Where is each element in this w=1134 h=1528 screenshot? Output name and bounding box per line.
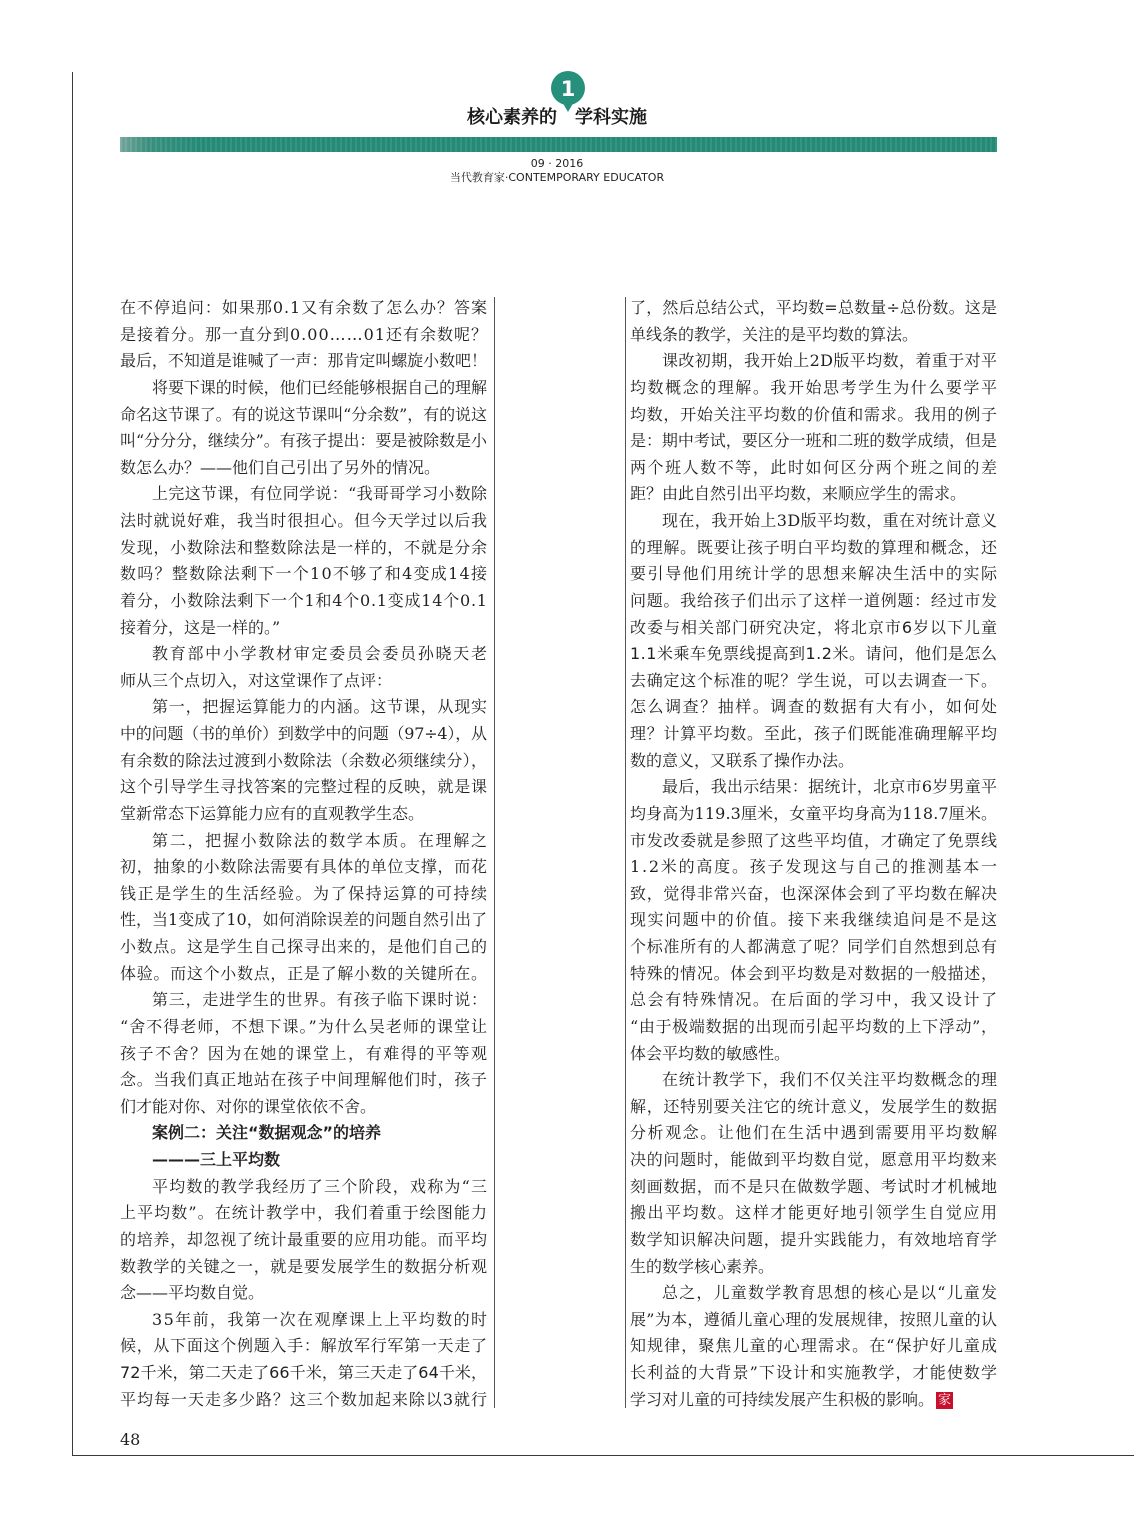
text-run: 着分，小数除法剩下一个1和4个0.1变成14个0.1: [120, 590, 488, 610]
text-line: [120, 961, 487, 988]
line-content: [120, 804, 424, 823]
text-run: 孩子不舍？因为在她的课堂上，有难得的平等观: [120, 1043, 489, 1063]
section-heading: [120, 1147, 487, 1174]
line-content: [120, 724, 487, 743]
text-line: [630, 1254, 997, 1281]
line-content: [120, 1283, 264, 1302]
text-run: 个标准所有的人都满意了呢？同学们自然想到总有: [630, 937, 998, 956]
line-content: [152, 484, 487, 503]
text-run: 问题。我给孩子们出示了这样一道例题：: [630, 590, 931, 610]
text-run: “舍不得老师，不想下课。”为什么吴老师的课堂让: [120, 1016, 489, 1036]
line-content: [630, 1203, 999, 1222]
text-run: 数教学的关键之一，就是要发展学生的数据分析观: [120, 1256, 488, 1276]
paragraph: [120, 828, 487, 988]
text-run: 上完这节课，有位同学说：“我哥哥学习小数除: [152, 484, 488, 504]
line-content: [662, 511, 997, 530]
paragraph: [630, 774, 997, 1067]
paragraph: [630, 1280, 997, 1413]
text-run: 怎么调查？抽样。调查的数据有大有小，如何处: [630, 697, 999, 717]
text-line: [630, 907, 997, 934]
text-line: [120, 1254, 487, 1281]
line-content: [120, 511, 488, 530]
line-content: [120, 1336, 488, 1355]
text-run: 小数点。这是学生自己探寻出来的，是他们自己的: [120, 937, 488, 956]
text-run: 35年前，我第一次在观摩课上上平均数的时: [152, 1309, 489, 1329]
text-line: [630, 668, 997, 695]
example-text: 解放军行军第一天走了: [320, 1336, 488, 1356]
paragraph: [120, 481, 487, 641]
line-content: [120, 1070, 488, 1089]
text-line: [630, 1227, 997, 1254]
line-content: [630, 964, 998, 983]
text-line: [630, 455, 997, 482]
text-run: 这个引导学生寻找答案的完整过程的反映，就是课: [120, 777, 488, 797]
line-content: [152, 1150, 280, 1169]
line-content: [120, 777, 488, 796]
text-run: 的培养，却忽视了统计最重要的应用功能。而平均: [120, 1229, 488, 1249]
line-content: [630, 671, 998, 690]
text-line: [120, 934, 487, 961]
text-line: [630, 508, 997, 535]
text-line: [630, 535, 997, 562]
text-line: [120, 1307, 487, 1334]
text-run: 课改初期，我开始上2D版平均数，着重于对平: [662, 351, 998, 371]
paragraph: [120, 295, 487, 375]
line-content: [120, 884, 489, 903]
text-run: 钱正是学生的生活经验。为了保持运算的可持续: [120, 883, 489, 903]
text-run: 数学知识解决问题，提升实践能力，有效地培育学: [630, 1229, 998, 1249]
text-run: 了，然后总结公式，平均数=总数量÷总份数。这是: [630, 298, 998, 317]
line-content: [120, 1257, 488, 1276]
paragraph: [120, 1174, 487, 1307]
line-content: [152, 1177, 488, 1196]
example-text: 1.1米乘车免票线提高到1.2米。请问，他们是怎么: [630, 644, 998, 664]
text-run: 堂新常态下运算能力应有的直观教学生态。: [120, 803, 425, 823]
text-run: 的理解。既要让孩子明白平均数的算理和概念，还: [630, 537, 998, 557]
text-run: 叫“分分分，继续分”。有孩子提出：要是被除数是小: [120, 431, 487, 451]
text-line: [120, 322, 487, 349]
text-run: 数的意义，又联系了操作办法。: [630, 750, 855, 770]
line-content: [630, 990, 999, 1009]
line-content: [120, 618, 280, 637]
text-run: 数吗？整数除法剩下一个10不够了和4变成14接: [120, 564, 489, 584]
line-content: [630, 564, 999, 583]
text-run: 均数概念的理解。我开始思考学生为什么要学平: [630, 377, 999, 397]
section-number: 1: [560, 77, 576, 101]
text-line: [120, 375, 487, 402]
paragraph: [630, 348, 997, 508]
line-content: [120, 431, 487, 450]
line-content: [120, 937, 488, 956]
text-run: 最后，不知道是谁喊了一声：那肯定叫螺旋小数吧！: [120, 351, 487, 371]
text-line: [120, 1041, 487, 1068]
line-content: [120, 1230, 488, 1249]
text-line: [630, 1333, 997, 1360]
text-run: 接着分，这是一样的。”: [120, 617, 281, 637]
text-run: 性，当1变成了10，如何消除误差的问题自然引出了: [120, 910, 488, 930]
line-content: [630, 697, 999, 716]
line-content: [120, 857, 488, 876]
text-line: [630, 561, 997, 588]
text-line: [120, 428, 487, 455]
text-line: [630, 1200, 997, 1227]
section-heading: [120, 1120, 487, 1147]
column-right: [630, 295, 997, 1413]
paragraph: [630, 508, 997, 774]
end-mark-icon: 家: [938, 1392, 952, 1408]
text-line: [630, 774, 997, 801]
text-run: 知规律，聚焦儿童的心理需求。在“保护好儿童成: [630, 1336, 999, 1356]
text-line: [120, 721, 487, 748]
column-left: [120, 295, 487, 1413]
text-run: 决的问题时，能做到平均数自觉，愿意用平均数来: [630, 1150, 998, 1169]
line-content: [120, 964, 488, 983]
text-run: 平均数的教学我经历了三个阶段，戏称为“三: [152, 1176, 489, 1196]
line-content: [630, 378, 999, 397]
example-text: 去确定这个标准的呢？: [630, 670, 798, 690]
example-text: 经过市发: [930, 590, 998, 610]
text-line: [630, 721, 997, 748]
line-content: [630, 325, 918, 344]
text-run: 第二，把握小数除法的数学本质。在理解之: [152, 830, 489, 850]
text-line: [120, 1174, 487, 1201]
line-content: [630, 1257, 774, 1276]
text-run: 均数，开始关注平均数的价值和需求。我用的例子: [630, 404, 998, 424]
line-content: [630, 937, 998, 956]
heading-text: 案例二：关注“数据观念”的培养: [152, 1123, 382, 1143]
line-content: [630, 1177, 998, 1196]
publication-name: 当代教育家·CONTEMPORARY EDUCATOR: [449, 171, 665, 184]
line-content: [630, 1097, 998, 1116]
paragraph: [120, 987, 487, 1120]
text-line: [120, 1067, 487, 1094]
text-line: [630, 295, 997, 322]
line-content: [662, 1070, 998, 1089]
line-content: [152, 990, 488, 1009]
text-run: 第一，把握运算能力的内涵。这节课，从现实: [152, 697, 488, 717]
line-content: [630, 1123, 999, 1142]
header-band: [120, 137, 997, 152]
text-line: [120, 561, 487, 588]
line-content: [630, 1150, 998, 1169]
column-divider-left: [494, 297, 495, 1408]
paragraph: [120, 641, 487, 694]
text-line: [630, 481, 997, 508]
text-run: 体验。而这个小数点，正是了解小数的关键所在。: [120, 963, 488, 983]
text-run: 念——平均数自觉。: [120, 1283, 265, 1303]
text-run: 们才能对你、对你的课堂依依不舍。: [120, 1096, 377, 1116]
line-content: [120, 1363, 487, 1382]
text-run: 生的数学核心素养。: [630, 1256, 775, 1276]
page-number: 48: [120, 1430, 141, 1449]
line-content: [120, 351, 487, 370]
text-line: [120, 828, 487, 855]
line-content: [630, 484, 966, 503]
example-text: 72千米，第二天走了66千米，第三天走了64千米，: [120, 1363, 488, 1382]
line-content: [152, 1310, 488, 1329]
paragraph: [120, 694, 487, 827]
text-run: 展”为本，遵循儿童心理的发展规律，按照儿童的认: [630, 1309, 998, 1329]
line-content: [630, 1336, 998, 1355]
text-run: 均身高为119.3厘米，女童平均身高为118.7厘米。: [630, 803, 998, 823]
text-line: [630, 1041, 997, 1068]
text-line: [120, 1014, 487, 1041]
line-content: [662, 1283, 998, 1302]
line-content: [120, 325, 488, 344]
paragraph: [630, 295, 997, 348]
text-run: 学习对儿童的可持续发展产生积极的影响。: [630, 1389, 935, 1409]
text-line: [120, 295, 487, 322]
text-run: “由于极端数据的出现而引起平均数的上下浮动”，: [630, 1016, 998, 1036]
text-line: [120, 481, 487, 508]
text-run: 这三个数加起来除以3就行: [289, 1389, 488, 1409]
text-line: [120, 455, 487, 482]
line-content: [152, 644, 489, 663]
text-line: [120, 1387, 487, 1414]
page-bottom-rule: [72, 1455, 1134, 1456]
text-line: [630, 1360, 997, 1387]
text-line: [630, 402, 997, 429]
example-text: 平均每一天走多少路？: [120, 1389, 290, 1409]
text-run: 命名这节课了。有的说这节课叫“分余数”，有的说这: [120, 404, 487, 424]
section-title: [467, 106, 647, 130]
line-content: [152, 1123, 381, 1142]
line-content: [120, 751, 487, 770]
text-line: [630, 1307, 997, 1334]
text-run: 在不停追问：如果那0.1又有余数了怎么办？答案: [120, 298, 488, 317]
line-content: [630, 644, 998, 663]
text-run: 解，还特别要关注它的统计意义，发展学生的数据: [630, 1096, 998, 1116]
paragraph: [630, 1067, 997, 1280]
line-content: [630, 884, 998, 903]
text-line: [630, 375, 997, 402]
heading-text: ———三上平均数: [152, 1150, 281, 1169]
text-run: 要引导他们用统计学的思想来解决生活中的实际: [630, 564, 999, 584]
text-line: [120, 774, 487, 801]
text-run: 单线条的教学，关注的是平均数的算法。: [630, 324, 919, 344]
text-line: [120, 1360, 487, 1387]
line-content: [120, 1390, 488, 1409]
text-line: [630, 588, 997, 615]
text-run: 理？计算平均数。至此，孩子们既能准确理解平均: [630, 724, 998, 743]
text-line: [630, 828, 997, 855]
line-content: [630, 804, 997, 823]
text-line: [120, 748, 487, 775]
text-run: 由此自然引出平均数，来顺应学生的需求。: [662, 484, 967, 504]
line-content: [630, 1017, 998, 1036]
line-content: [120, 458, 440, 477]
line-content: [630, 1230, 998, 1249]
text-line: [120, 641, 487, 668]
text-line: [120, 801, 487, 828]
example-text: 改委与相关部门研究决定，将北京市6岁以下儿童: [630, 617, 998, 637]
text-run: 特殊的情况。体会到平均数是对数据的一般描述，: [630, 963, 998, 983]
line-content: [630, 831, 998, 850]
line-content: [630, 458, 999, 477]
text-line: [120, 1333, 487, 1360]
text-line: [120, 1147, 487, 1174]
text-line: [120, 1280, 487, 1307]
text-line: [630, 881, 997, 908]
text-run: 上平均数”。在统计教学中，我们着重于绘图能力: [120, 1203, 489, 1223]
text-line: [120, 907, 487, 934]
line-content: [630, 591, 998, 610]
text-run: 初，抽象的小数除法需要有具体的单位支撑，而花: [120, 857, 488, 877]
text-run: 学生说，可以去调查一下。: [797, 670, 998, 690]
text-run: 教育部中小学教材审定委员会委员孙晓天老: [152, 644, 489, 664]
line-content: [120, 1017, 488, 1036]
line-content: [630, 1310, 997, 1329]
text-line: [120, 1120, 487, 1147]
text-run: 师从三个点切入，对这堂课作了点评：: [120, 670, 393, 690]
text-line: [120, 668, 487, 695]
line-content: [120, 671, 392, 690]
line-content: [120, 298, 488, 317]
line-content: [120, 538, 488, 557]
text-run: 市发改委就是参照了这些平均值，才确定了免票线: [630, 830, 998, 850]
text-run: 是：: [630, 431, 662, 451]
column-divider-right: [625, 297, 626, 1408]
text-line: [630, 322, 997, 349]
text-run: 体会平均数的敏感性。: [630, 1043, 791, 1063]
text-line: [630, 1280, 997, 1307]
text-run: 第三，走进学生的世界。有孩子临下课时说：: [152, 990, 488, 1010]
text-line: [630, 1067, 997, 1094]
line-content: [630, 724, 998, 743]
text-run: 法时就说好难，我当时很担心。但今天学过以后我: [120, 511, 488, 530]
text-run: 现在，我开始上3D版平均数，重在对统计意义: [662, 511, 998, 530]
text-run: 刻画数据，而不是只在做数学题、考试时才机械地: [630, 1176, 998, 1196]
line-content: [120, 564, 488, 583]
line-content: [630, 618, 998, 637]
text-line: [630, 348, 997, 375]
text-run: 是接着分。那一直分到0.00……01还有余数呢？: [120, 324, 488, 344]
line-content: [662, 351, 997, 370]
issue-date: 09 · 2016: [530, 157, 584, 170]
text-run: 1.2米的高度。孩子发现这与自己的推测基本一: [630, 857, 999, 877]
line-content: [152, 831, 489, 850]
text-line: [630, 694, 997, 721]
text-run: 最后，我出示结果：据统计，北京市6岁男童平: [662, 777, 998, 797]
text-line: [120, 535, 487, 562]
text-line: [630, 961, 997, 988]
text-line: [630, 748, 997, 775]
text-run: 分析观念。让他们在生活中遇到需要用平均数解: [630, 1123, 999, 1143]
text-line: [120, 1227, 487, 1254]
text-run: 中的问题（书的单价）到数学中的问题（97÷4），从: [120, 724, 487, 743]
text-line: [120, 615, 487, 642]
line-content: [630, 1390, 953, 1409]
text-line: [120, 854, 487, 881]
line-content: [120, 405, 487, 424]
text-run: 候，从下面这个例题入手：: [120, 1336, 321, 1356]
line-content: [152, 378, 487, 397]
text-line: [120, 588, 487, 615]
text-line: [630, 1120, 997, 1147]
line-content: [630, 431, 997, 450]
text-line: [120, 402, 487, 429]
text-run: 总之，儿童数学教育思想的核心是以“儿童发: [662, 1283, 999, 1303]
text-run: 将要下课的时候，他们已经能够根据自己的理解: [152, 377, 487, 397]
text-line: [630, 1147, 997, 1174]
text-line: [630, 1014, 997, 1041]
text-run: 现实问题中的价值。接下来我继续追问是不是这: [630, 910, 999, 930]
text-run: 数怎么办？——他们自己引出了另外的情况。: [120, 457, 441, 477]
line-content: [630, 857, 999, 876]
page-left-rule: [72, 72, 73, 1456]
line-content: [630, 1363, 998, 1382]
section-title-right: 学科实施: [575, 107, 647, 128]
text-run: 有余数的除法过渡到小数除法（余数必须继续分），: [120, 750, 488, 770]
text-line: [630, 854, 997, 881]
text-line: [120, 1200, 487, 1227]
line-content: [630, 298, 997, 317]
example-text: 期中考试，要区分一班和二班的数学成绩，但是: [661, 431, 997, 451]
line-content: [120, 591, 488, 610]
line-content: [630, 405, 998, 424]
text-line: [120, 694, 487, 721]
text-line: [630, 1174, 997, 1201]
text-run: 总会有特殊情况。在后面的学习中，我又设计了: [630, 990, 999, 1010]
text-run: 念。当我们真正地站在孩子中间理解他们时，孩子: [120, 1070, 488, 1090]
text-line: [120, 881, 487, 908]
text-run: 搬出平均数。这样才能更好地引领学生自觉应用: [630, 1203, 999, 1223]
line-content: [152, 697, 488, 716]
text-line: [630, 987, 997, 1014]
text-run: 致，觉得非常兴奋，也深深体会到了平均数在解决: [630, 883, 998, 903]
text-run: 长利益的大背景”下设计和实施教学，才能使数学: [630, 1363, 999, 1382]
paragraph: [120, 375, 487, 482]
text-line: [120, 1094, 487, 1121]
line-content: [630, 1044, 790, 1063]
text-line: [630, 1094, 997, 1121]
section-title-left: 核心素养的: [467, 107, 557, 128]
text-line: [630, 641, 997, 668]
text-line: [120, 348, 487, 375]
text-line: [120, 508, 487, 535]
line-content: [120, 910, 487, 929]
text-line: [630, 1387, 997, 1414]
text-line: [630, 428, 997, 455]
paragraph: [120, 1307, 487, 1414]
text-line: [630, 615, 997, 642]
text-run: 在统计教学下，我们不仅关注平均数概念的理: [662, 1070, 998, 1090]
line-content: [120, 1044, 489, 1063]
line-content: [630, 538, 998, 557]
line-content: [630, 751, 854, 770]
text-run: 发现，小数除法和整数除法是一样的，不就是分余: [120, 537, 488, 557]
line-content: [662, 777, 997, 796]
text-line: [630, 801, 997, 828]
line-content: [120, 1097, 376, 1116]
text-line: [630, 934, 997, 961]
example-text: 两个班人数不等，此时如何区分两个班之间的差: [630, 457, 999, 477]
example-text: 距？: [630, 484, 663, 504]
line-content: [120, 1203, 488, 1222]
text-line: [120, 987, 487, 1014]
line-content: [630, 910, 999, 929]
